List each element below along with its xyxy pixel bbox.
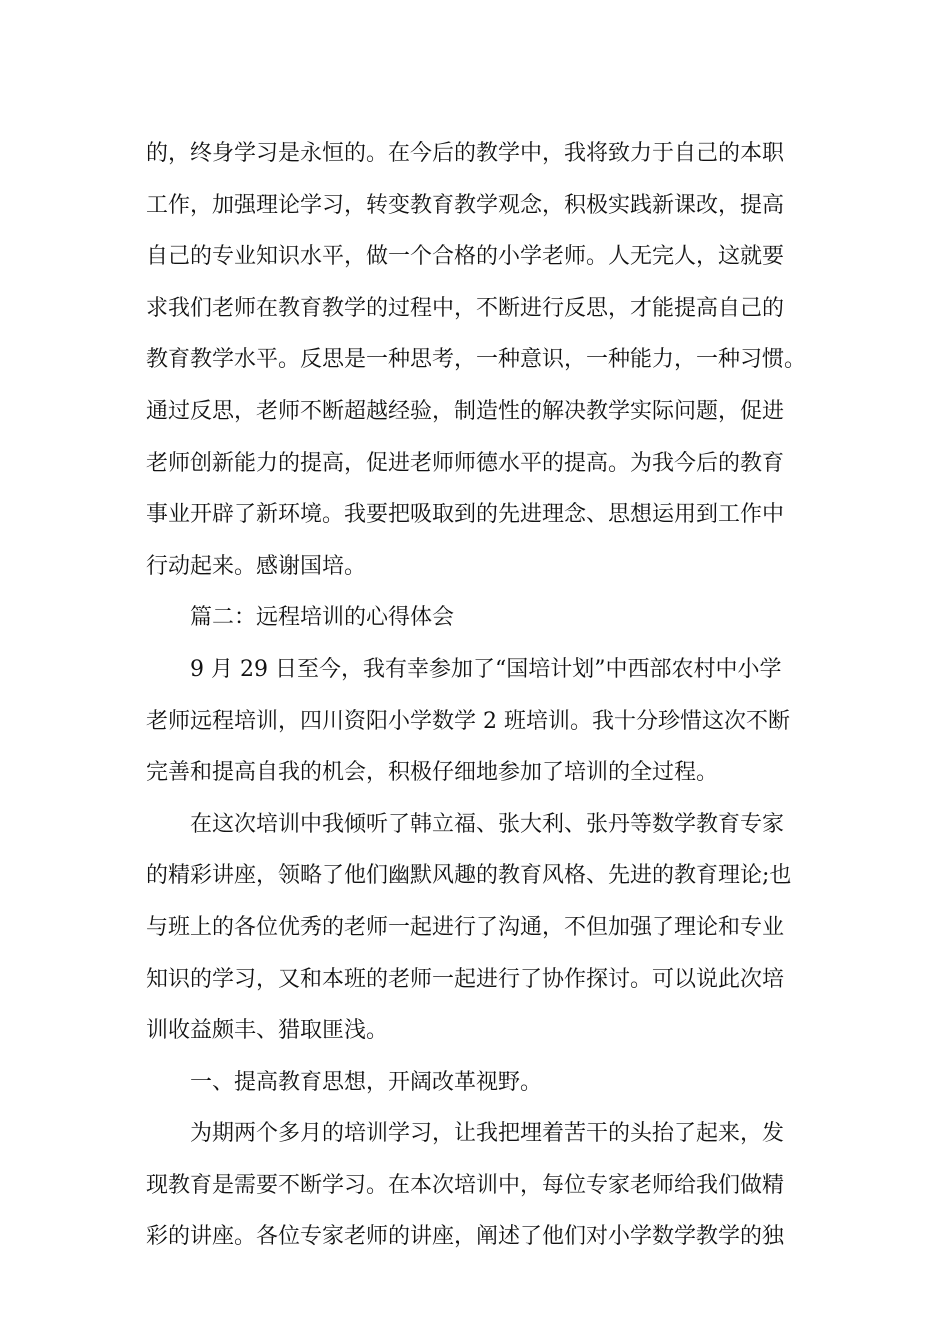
text-line: 老师远程培训，四川资阳小学数学 2 班培训。我十分珍惜这次不断 bbox=[146, 708, 790, 734]
text-line: 知识的学习，又和本班的老师一起进行了协作探讨。可以说此次培 bbox=[146, 966, 785, 992]
text-line: 老师创新能力的提高，促进老师师德水平的提高。为我今后的教育 bbox=[146, 450, 785, 476]
text-line: 训收益颇丰、猎取匪浅。 bbox=[146, 1018, 389, 1044]
text-line: 工作，加强理论学习，转变教育教学观念，积极实践新课改，提高 bbox=[146, 192, 785, 218]
document-body bbox=[146, 128, 816, 1263]
text-line: 自己的专业知识水平，做一个合格的小学老师。人无完人，这就要 bbox=[146, 244, 785, 270]
text-line: 为期两个多月的培训学习，让我把埋着苦干的头抬了起来，发 bbox=[190, 1121, 785, 1147]
text-line: 通过反思，老师不断超越经验，制造性的解决教学实际问题，促进 bbox=[146, 398, 785, 424]
text-line: 的精彩讲座，领略了他们幽默风趣的教育风格、先进的教育理论;也 bbox=[146, 863, 792, 889]
text-line: 与班上的各位优秀的老师一起进行了沟通，不但加强了理论和专业 bbox=[146, 914, 785, 940]
text-line: 彩的讲座。各位专家老师的讲座，阐述了他们对小学数学教学的独 bbox=[146, 1224, 785, 1250]
text-line: 教育教学水平。反思是一种思考，一种意识，一种能力，一种习惯。 bbox=[146, 347, 807, 373]
text-line: 在这次培训中我倾听了韩立福、张大利、张丹等数学教育专家 bbox=[190, 811, 785, 837]
text-line: 现教育是需要不断学习。在本次培训中，每位专家老师给我们做精 bbox=[146, 1172, 785, 1198]
text-line: 的，终身学习是永恒的。在今后的教学中，我将致力于自己的本职 bbox=[146, 141, 785, 166]
text-line: 一、提高教育思想，开阔改革视野。 bbox=[190, 1069, 543, 1095]
text-line: 篇二：远程培训的心得体会 bbox=[190, 605, 455, 631]
text-line: 9 月 29 日至今，我有幸参加了“国培计划”中西部农村中小学 bbox=[190, 656, 782, 682]
text-line: 事业开辟了新环境。我要把吸取到的先进理念、思想运用到工作中 bbox=[146, 502, 785, 528]
text-line: 求我们老师在教育教学的过程中，不断进行反思，才能提高自己的 bbox=[146, 295, 785, 321]
text-line: 完善和提高自我的机会，积极仔细地参加了培训的全过程。 bbox=[146, 760, 719, 786]
text-line: 行动起来。感谢国培。 bbox=[146, 553, 367, 579]
